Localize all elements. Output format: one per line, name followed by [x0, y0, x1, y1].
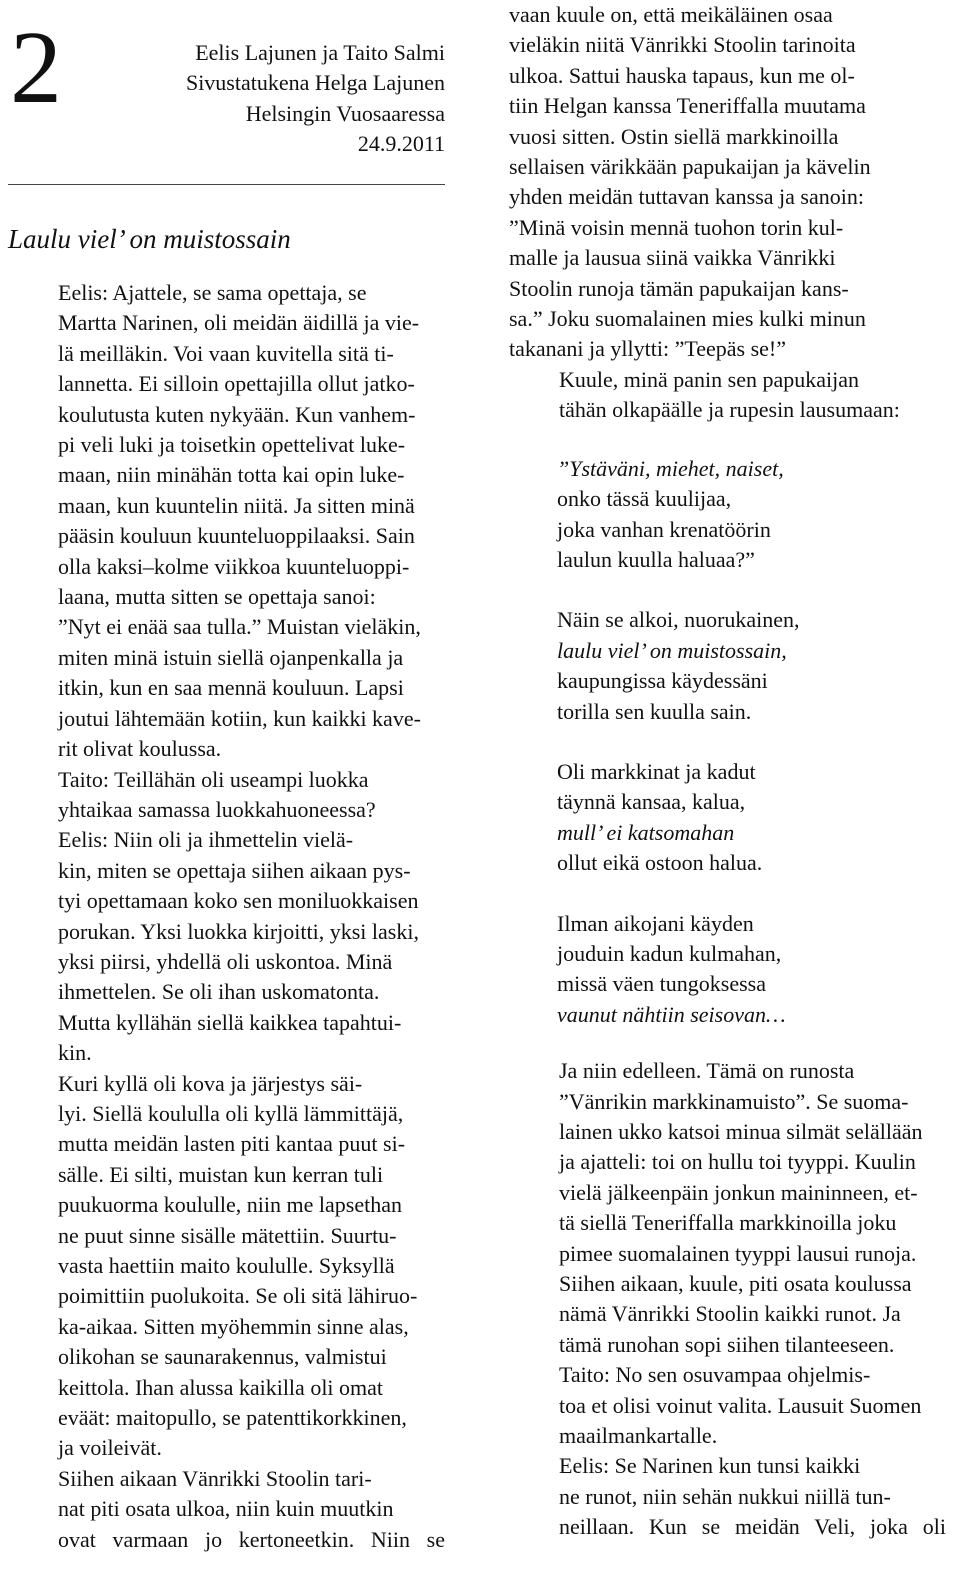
poem-stanza [557, 605, 946, 727]
text-line: takanani ja yllytti: ”Teepäs se!” [509, 336, 787, 362]
left-column [8, 0, 445, 1555]
text-line: kin, miten se opettaja siihen aikaan pys- [58, 857, 411, 883]
text-line: tiin Helgan kanssa Teneriffalla muutama [509, 93, 866, 119]
poem-line: kaupungissa käydessäni [557, 668, 768, 694]
paragraph [509, 1056, 946, 1360]
poem-stanza [557, 454, 946, 576]
text-line: mutta meidän lasten piti kantaa puut si- [58, 1131, 406, 1157]
text-line: ne puut sinne sisälle mätettiin. Suurtu- [58, 1222, 397, 1248]
header-divider [8, 184, 445, 185]
text-line: ”Minä voisin mennä tuohon torin kul- [509, 214, 844, 240]
text-line: ulkoa. Sattui hauska tapaus, kun me ol- [509, 62, 855, 88]
text-line: ja ajatteli: toi on hullu toi tyyppi. Kuulin [559, 1149, 916, 1175]
text-line: Siihen aikaan, kuule, piti osata koulussa [559, 1271, 912, 1297]
paragraph [509, 365, 946, 426]
text-line: olikohan se saunarakennus, valmistui [58, 1344, 387, 1370]
text-line: ka-aikaa. Sitten myöhemmin sinne alas, [58, 1313, 409, 1339]
right-body-text-bottom [509, 1056, 946, 1543]
text-line: vieläkin niitä Vänrikki Stoolin tarinoita [509, 32, 856, 58]
text-line: Eelis: Niin oli ja ihmettelin vielä- [58, 827, 354, 853]
text-line: kin. [58, 1040, 92, 1066]
text-line: miten minä istuin siellä ojanpenkalla ja [58, 644, 404, 670]
right-column [509, 0, 946, 1543]
text-line: koulutusta kuten nykyään. Kun vanhem- [58, 401, 416, 427]
paragraph [509, 0, 946, 365]
poem-stanza [557, 757, 946, 879]
right-body-text-top [509, 0, 946, 426]
text-line: tyi opettamaan koko sen moniluokkaisen [58, 888, 419, 914]
text-line: sa.” Joku suomalainen mies kulki minun [509, 306, 866, 332]
text-line: lä meilläkin. Voi vaan kuvitella sitä ti- [58, 340, 394, 366]
text-line: pi veli luki ja toisetkin opettelivat luke- [58, 432, 406, 458]
text-line: tähän olkapäälle ja rupesin lausumaan: [559, 397, 900, 423]
chapter-header [8, 0, 445, 178]
poem-line: joka vanhan krenatöörin [557, 516, 771, 542]
text-line: olla kaksi–kolme viikkoa kuunteluoppi- [58, 553, 410, 579]
paragraph [8, 1069, 445, 1464]
byline-date: 24.9.2011 [357, 131, 445, 157]
poem-line: Oli markkinat ja kadut [557, 758, 756, 784]
text-line: yhden meidän tuttavan kanssa ja sanoin: [509, 184, 864, 210]
byline-line: Eelis Lajunen ja Taito Salmi [195, 40, 445, 65]
paragraph [8, 1464, 445, 1555]
text-line: nämä Vänrikki Stoolin kaikki runot. Ja [559, 1301, 901, 1327]
text-line: poimittiin puolukoita. Se oli sitä lähiruo- [58, 1283, 418, 1309]
text-line: keittola. Ihan alussa kaikilla oli omat [58, 1374, 384, 1400]
poem-line: onko tässä kuulijaa, [557, 486, 732, 512]
paragraph [8, 278, 445, 765]
text-line: Mutta kyllähän siellä kaikkea tapahtui- [58, 1009, 402, 1035]
text-line: ”Nyt ei enää saa tulla.” Muistan vieläkin, [58, 614, 421, 640]
text-line: nat piti osata ulkoa, niin kuin muutkin [58, 1496, 394, 1522]
poem-line: Ilman aikojani käyden [557, 910, 754, 936]
poem-line: missä väen tungoksessa [557, 971, 766, 997]
section-title: Laulu viel’ on muistossain [8, 224, 291, 254]
text-line: lainen ukko katsoi minua silmät selällään [559, 1119, 923, 1144]
text-line: Kuri kyllä oli kova ja järjestys säi- [58, 1070, 363, 1096]
text-line: joutui lähtemään kotiin, kun kaikki kave- [58, 705, 421, 731]
text-line: Taito: No sen osuvampaa ohjelmis- [559, 1362, 871, 1388]
text-line: Eelis: Se Narinen kun tunsi kaikki [559, 1453, 861, 1479]
text-line: tä siellä Teneriffalla markkinoilla joku [559, 1210, 897, 1236]
text-line: vasta haettiin maito koululle. Syksyllä [58, 1253, 395, 1278]
byline-line: Helsingin Vuosaaressa [245, 100, 445, 126]
text-line: eväät: maitopullo, se patenttikorkkinen, [58, 1405, 407, 1431]
text-line: sälle. Ei silti, muistan kun kerran tuli [58, 1161, 384, 1187]
poem-line: vaunut nähtiin seisovan… [557, 1001, 786, 1027]
text-line: neillaan. Kun se meidän Veli, joka oli [559, 1514, 946, 1540]
text-line: ”Vänrikin markkinamuisto”. Se suoma- [559, 1088, 909, 1114]
left-body-text [8, 278, 445, 1555]
text-line: maailmankartalle. [559, 1423, 718, 1449]
text-line: maan, kun kuuntelin niitä. Ja sitten minä [58, 492, 415, 518]
text-line: ovat varmaan jo kertoneetkin. Niin se [58, 1526, 445, 1552]
text-line: rit olivat koulussa. [58, 736, 222, 762]
text-line: ihmettelen. Se oli ihan uskomatonta. [58, 979, 380, 1005]
text-line: vielä jälkeenpäin jonkun maininneen, et- [559, 1179, 918, 1205]
text-line: Siihen aikaan Vänrikki Stoolin tari- [58, 1465, 372, 1491]
poem-line: laulun kuulla haluaa?” [557, 546, 755, 572]
poem-line: torilla sen kuulla sain. [557, 698, 752, 724]
text-line: lyi. Siellä koululla oli kyllä lämmittäjä, [58, 1100, 404, 1126]
poem-line: mull’ ei katsomahan [557, 819, 735, 845]
paragraph [8, 765, 445, 826]
text-line: ja voileivät. [58, 1435, 162, 1461]
text-line: lannetta. Ei silloin opettajilla ollut jatko- [58, 371, 415, 397]
text-line: pimee suomalainen tyyppi lausui runoja. [559, 1240, 917, 1266]
poem-line: ollut eikä ostoon halua. [557, 850, 763, 876]
poem-line: täynnä kansaa, kalua, [557, 789, 746, 815]
text-line: puukuorma koululle, niin me lapsethan [58, 1192, 402, 1218]
text-line: tämä runohan sopi siihen tilanteeseen. [559, 1331, 895, 1357]
paragraph [509, 1451, 946, 1542]
text-line: vuosi sitten. Ostin siellä markkinoilla [509, 123, 839, 149]
chapter-number: 2 [10, 10, 62, 125]
text-line: laana, mutta sitten se opettaja sanoi: [58, 584, 376, 610]
text-line: Stoolin runoja tämän papukaijan kans- [509, 275, 849, 301]
poem-line: Näin se alkoi, nuorukainen, [557, 607, 800, 633]
text-line: porukan. Yksi luokka kirjoitti, yksi laski, [58, 918, 419, 944]
poem-line: laulu viel’ on muistossain, [557, 637, 787, 663]
poem-quote [557, 454, 946, 1031]
poem-stanza [557, 909, 946, 1031]
text-line: maan, niin minähän totta kai opin luke- [58, 462, 405, 488]
text-line: Kuule, minä panin sen papukaijan [559, 366, 859, 392]
paragraph [509, 1360, 946, 1451]
poem-line: jouduin kadun kulmahan, [557, 940, 782, 966]
text-line: Ja niin edelleen. Tämä on runosta [559, 1058, 855, 1084]
text-line: toa et olisi voinut valita. Lausuit Suomen [559, 1392, 922, 1418]
text-line: ne runot, niin sehän nukkui niillä tun- [559, 1483, 891, 1509]
text-line: yksi piirsi, yhdellä oli uskontoa. Minä [58, 948, 393, 974]
byline-line: Sivustatukena Helga Lajunen [185, 70, 445, 96]
chapter-byline [186, 38, 445, 160]
text-line: Eelis: Ajattele, se sama opettaja, se [58, 280, 367, 305]
text-line: pääsin kouluun kuunteluoppilaaksi. Sain [58, 523, 415, 549]
text-line: itkin, kun en saa mennä kouluun. Lapsi [58, 675, 404, 701]
poem-line: ”Ystäväni, miehet, naiset, [557, 455, 784, 481]
paragraph [8, 825, 445, 1068]
text-line: vaan kuule on, että meikäläinen osaa [509, 2, 833, 27]
text-line: malle ja lausua siinä vaikka Vänrikki [509, 245, 836, 271]
text-line: Martta Narinen, oli meidän äidillä ja vie- [58, 310, 420, 336]
text-line: sellaisen värikkään papukaijan ja kävelin [509, 154, 871, 180]
text-line: yhtaikaa samassa luokkahuoneessa? [58, 796, 376, 822]
text-line: Taito: Teillähän oli useampi luokka [58, 766, 369, 792]
